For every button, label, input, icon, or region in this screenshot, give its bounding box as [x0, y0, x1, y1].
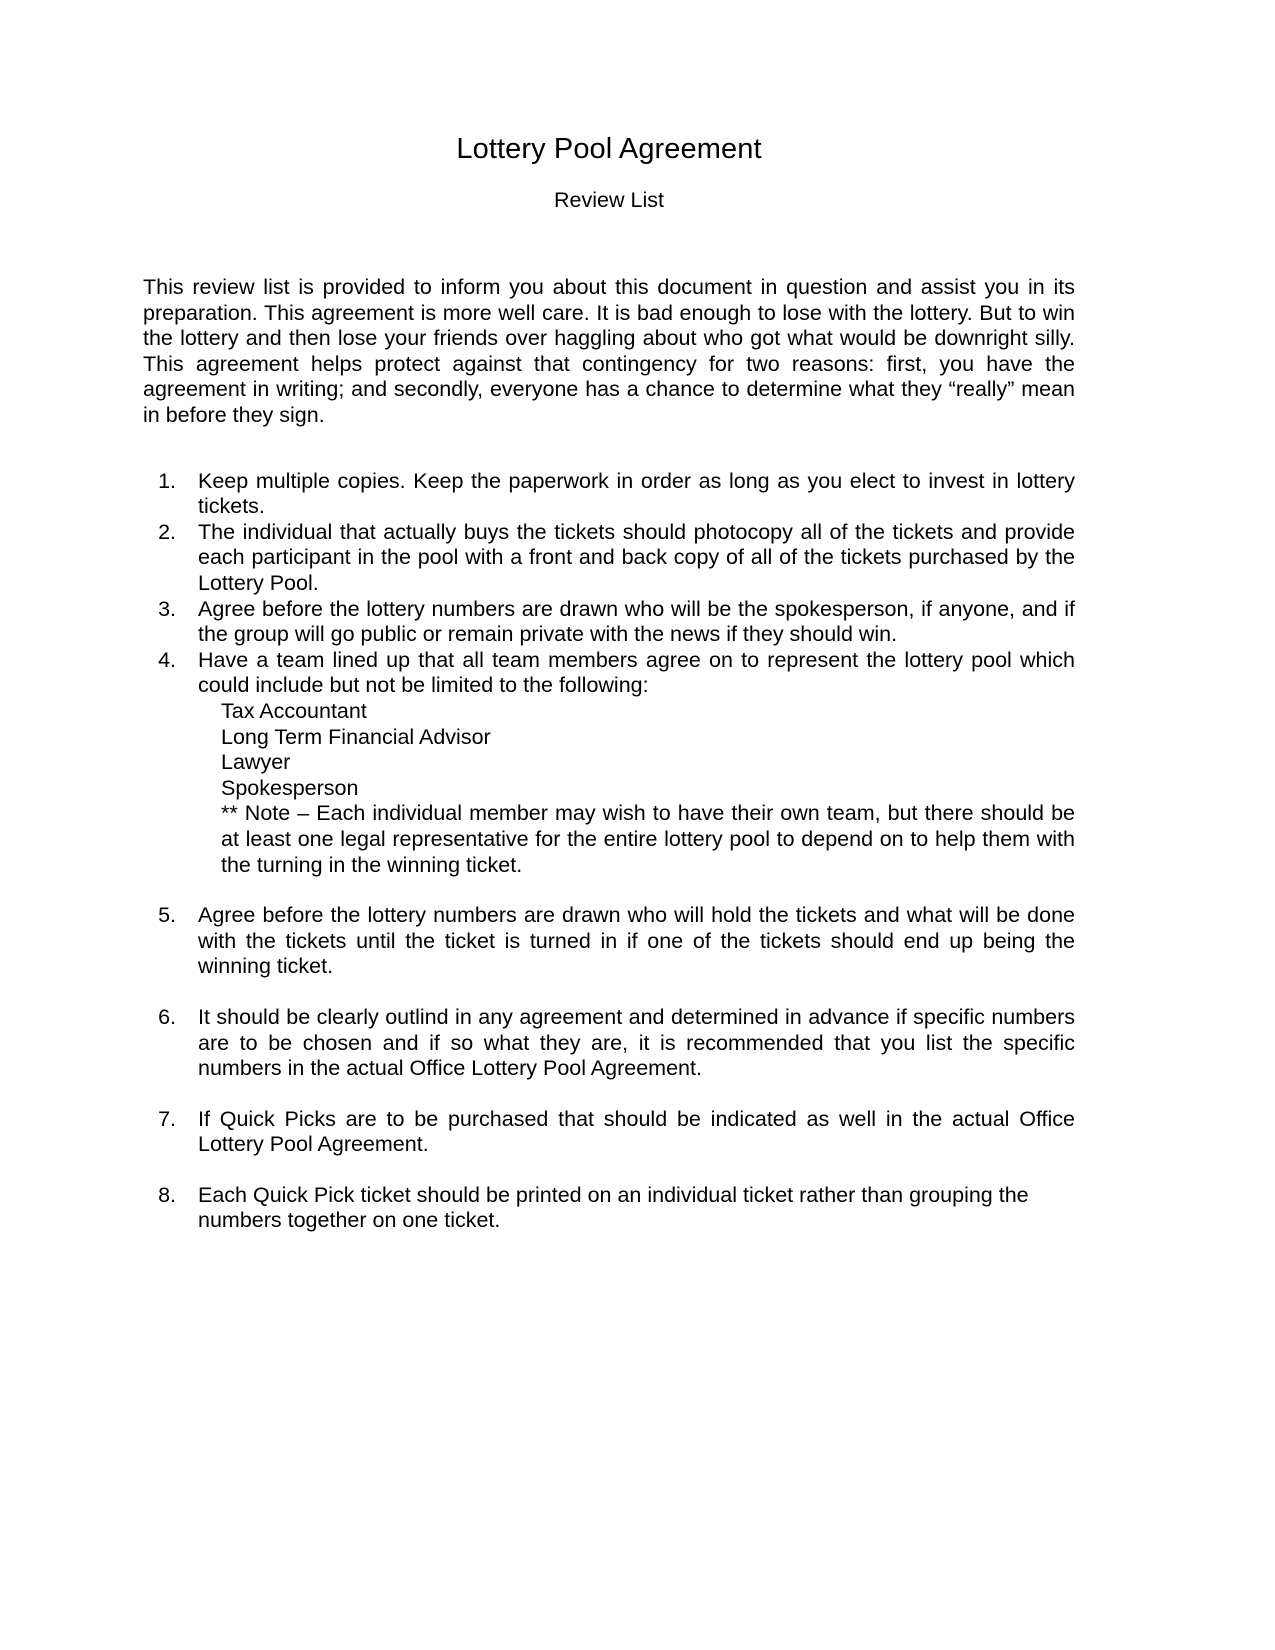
list-item — [143, 903, 1075, 980]
list-item-text: Have a team lined up that all team members agree on to represent the lottery pool which could include but not be limited to the following: — [198, 647, 1075, 698]
list-item-number: 2. — [158, 519, 176, 544]
list-item — [143, 1107, 1075, 1158]
list-item-text: It should be clearly outlind in any agreement and determined in advance if specific numbers are to be chosen and if so what they are, it is recommended that you list the specific numbers in the actual Office Lottery Pool Agreement. — [198, 1004, 1075, 1081]
list-item-number: 7. — [158, 1106, 176, 1131]
list-item — [143, 597, 1075, 648]
list-item-number: 4. — [158, 647, 176, 672]
list-item — [143, 1183, 1075, 1234]
team-note: ** Note – Each individual member may wish to have their own team, but there should be at least one legal representative for the entire lottery pool to depend on to help them with the turning in the winning ticket. — [221, 801, 1075, 877]
team-roles-list — [143, 699, 1075, 801]
team-role-item: Tax Accountant — [221, 698, 367, 723]
team-role-item: Lawyer — [221, 750, 291, 775]
list-item — [143, 469, 1075, 520]
list-item-number: 3. — [158, 596, 176, 621]
list-item-number: 6. — [158, 1004, 176, 1029]
list-item-text: Keep multiple copies. Keep the paperwork in order as long as you elect to invest in lottery tickets. — [198, 468, 1075, 519]
intro-paragraph: This review list is provided to inform you about this document in question and assist you in its preparation. This agreement is more well care. It is bad enough to lose with the lottery. But to win the lottery and then lose your friends over haggling about who got what would be downright silly. This agreement helps protect against that contingency for two reasons: first, you have the agreement in writing; and secondly, everyone has a chance to determine what they “really” mean in before they sign. — [143, 275, 1075, 428]
review-list — [143, 469, 1075, 1234]
page-subtitle: Review List — [554, 188, 664, 213]
document-content — [143, 0, 1075, 1234]
list-item — [143, 648, 1075, 699]
list-item-text: Each Quick Pick ticket should be printed on an individual ticket rather than grouping the numbers together on one ticket. — [198, 1182, 1029, 1233]
list-item-text: If Quick Picks are to be purchased that should be indicated as well in the actual Office Lottery Pool Agreement. — [198, 1106, 1075, 1157]
list-item — [143, 520, 1075, 597]
list-item-number: 1. — [158, 468, 176, 493]
list-item-number: 8. — [158, 1182, 176, 1207]
list-item-text: The individual that actually buys the tickets should photocopy all of the tickets and provide each participant in the pool with a front and back copy of all of the tickets purchased by the Lottery Pool. — [198, 519, 1075, 595]
team-role-item: Long Term Financial Advisor — [221, 724, 491, 749]
list-item-number: 5. — [158, 903, 176, 928]
list-item-text: Agree before the lottery numbers are drawn who will hold the tickets and what will be done with the tickets until the ticket is turned in if one of the tickets should end up being the winning ticket. — [198, 903, 1075, 979]
page-title: Lottery Pool Agreement — [456, 133, 762, 165]
team-role-item: Spokesperson — [221, 775, 359, 800]
list-item-text: Agree before the lottery numbers are drawn who will be the spokesperson, if anyone, and if the group will go public or remain private with the news if they should win. — [198, 596, 1075, 647]
list-item — [143, 1005, 1075, 1082]
